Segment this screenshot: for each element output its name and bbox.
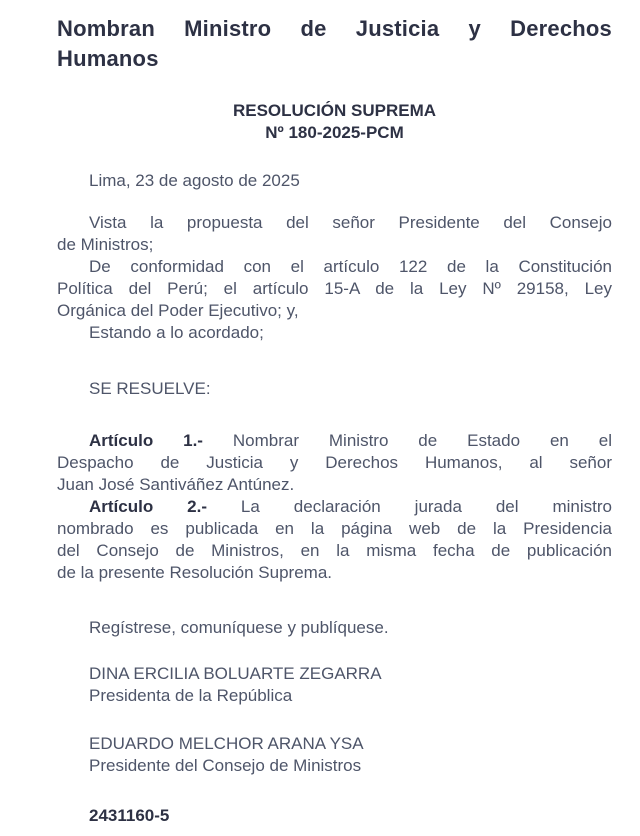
text-line: Vista la propuesta del señor Presidente del Consejo [89, 213, 612, 232]
signatures [57, 663, 612, 777]
text-line: Orgánica del Poder Ejecutivo; y, [57, 301, 299, 320]
text-line: de la presente Resolución Suprema. [57, 563, 332, 582]
text-line: del Consejo de Ministros, en la misma fecha de publicación [57, 541, 612, 560]
text-line: de Ministros; [57, 235, 154, 254]
document-title [57, 14, 612, 74]
text-line: De conformidad con el artículo 122 de la Constitución [89, 257, 612, 276]
text-line: Estando a lo acordado; [89, 323, 264, 342]
signature-block [57, 663, 612, 707]
text-line: Despacho de Justicia y Derechos Humanos, al señor [57, 453, 612, 472]
resolution-heading [57, 100, 612, 144]
article-paragraph [57, 496, 612, 584]
signature-block [57, 733, 612, 777]
title-line: Nombran Ministro de Justicia y Derechos [57, 16, 612, 41]
signatory-title: Presidente del Consejo de Ministros [89, 756, 362, 775]
paragraph [57, 322, 612, 344]
articles [57, 430, 612, 584]
text-line: Artículo 2.- La declaración jurada del ministro [89, 497, 612, 516]
article-label: Artículo 1.- [89, 431, 203, 450]
signatory-title: Presidenta de la República [89, 686, 293, 705]
closing-formula: Regístrese, comuníquese y publíquese. [89, 618, 389, 637]
signatory-name: DINA ERCILIA BOLUARTE ZEGARRA [89, 664, 382, 683]
signatory-name: EDUARDO MELCHOR ARANA YSA [89, 734, 364, 753]
resolution-number: Nº 180-2025-PCM [265, 123, 404, 142]
date-line: Lima, 23 de agosto de 2025 [89, 171, 300, 190]
resolve-heading: SE RESUELVE: [89, 379, 211, 398]
gazette-code: 2431160-5 [89, 806, 170, 825]
text-line: Política del Perú; el artículo 15-A de la Ley Nº 29158, Ley [57, 279, 612, 298]
preamble [57, 212, 612, 344]
title-line: Humanos [57, 46, 159, 71]
article-paragraph [57, 430, 612, 496]
text-line: Juan José Santiváñez Antúnez. [57, 475, 295, 494]
article-label: Artículo 2.- [89, 497, 207, 516]
text-line: Artículo 1.- Nombrar Ministro de Estado en el [89, 431, 612, 450]
text-line: nombrado es publicada en la página web de la Presidencia [57, 519, 612, 538]
resolution-type: RESOLUCIÓN SUPREMA [232, 101, 437, 120]
paragraph [57, 256, 612, 322]
paragraph [57, 212, 612, 256]
